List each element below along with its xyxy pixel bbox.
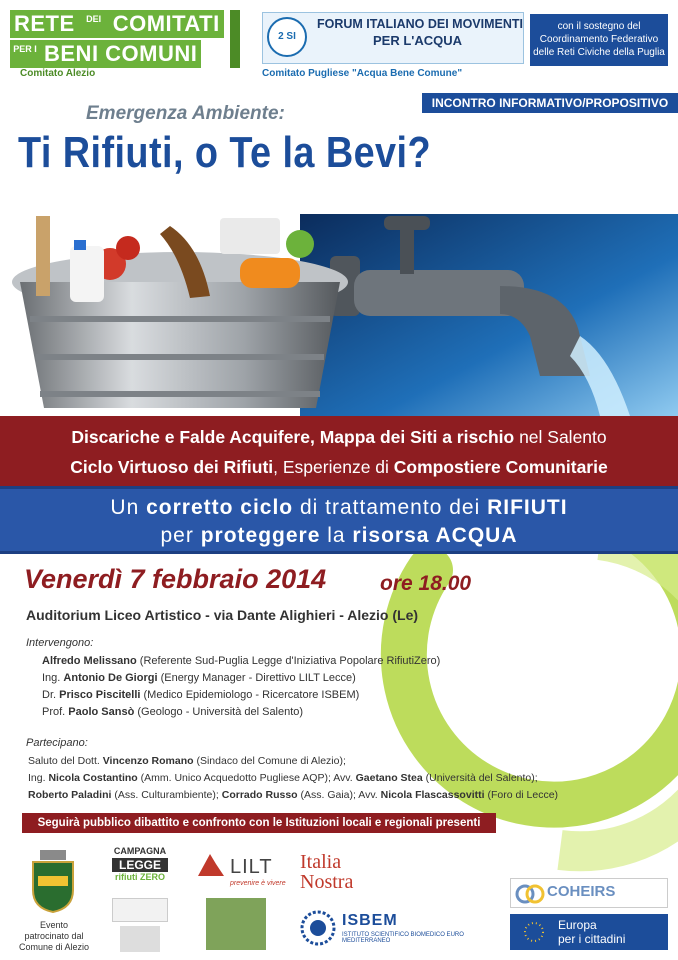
speaker-role: (Geologo - Università del Salento): [134, 706, 304, 718]
kicker: Emergenza Ambiente:: [86, 103, 285, 124]
isbem-logo: [300, 908, 490, 948]
topics-line-1-normal: nel Salento: [514, 427, 607, 447]
participant-text: (Foro di Lecce): [484, 789, 559, 801]
lilt-tag: prevenire è vivere: [230, 880, 286, 887]
event-time: ore 18.00: [380, 572, 472, 595]
partecipano-section: [26, 737, 558, 804]
italia-nostra-logo: [300, 852, 353, 892]
participant-name: Roberto Paladini: [28, 789, 112, 801]
forum-title-1: FORUM ITALIANO DEI MOVIMENTI: [317, 17, 524, 31]
sostegno-line-3: delle Reti Civiche della Puglia: [533, 47, 665, 58]
rete-line2-big: BENI COMUNI: [40, 40, 201, 68]
coheirs-name: COHEIRS: [547, 883, 616, 900]
coheirs-icon: [515, 881, 545, 907]
legge-rifiuti-zero-logo: [112, 846, 168, 892]
participant-row: [28, 753, 558, 770]
rete-line1-big: RETE: [10, 10, 79, 38]
topics-line-2-normal: , Esperienze di: [273, 457, 394, 477]
italia-line-2: Nostra: [300, 871, 354, 893]
participant-name: Vincenzo Romano: [102, 755, 194, 767]
speaker-row: [42, 653, 440, 670]
participant-name: Nicola Flascassovitti: [380, 789, 485, 801]
lilt-icon: [196, 850, 226, 880]
slogan-band: [0, 486, 678, 554]
participant-text: (Ass. Gaia); Avv.: [297, 789, 381, 801]
slogan-2b: proteggere: [200, 524, 321, 547]
slogan-line-2: [0, 522, 678, 550]
isbem-name: ISBEM: [342, 912, 398, 929]
europa-line-1: Europa: [558, 918, 597, 932]
isbem-icon: [300, 910, 336, 946]
participant-text: (Sindaco del Comune di Alezio);: [193, 755, 346, 767]
slogan-2a: per: [160, 524, 201, 547]
incontro-badge: INCONTRO INFORMATIVO/PROPOSITIVO: [422, 93, 678, 113]
legge-label: LEGGE: [112, 858, 168, 872]
lilt-name: LILT: [230, 856, 273, 878]
slogan-1a: Un: [110, 496, 147, 519]
topics-band: [0, 416, 678, 486]
eu-flag-icon: [515, 918, 553, 946]
alezio-coat-of-arms-icon: [28, 850, 78, 914]
topics-line-2: [0, 452, 678, 482]
participant-name: Corrado Russo: [221, 789, 298, 801]
rete-side-bar: [230, 10, 240, 68]
partecipano-label: Partecipano:: [26, 737, 88, 749]
rete-line2-small: PER I: [10, 40, 40, 68]
speaker-row: [42, 704, 440, 721]
sostegno-box: [530, 14, 668, 66]
rete-comitati-logo: [10, 10, 240, 68]
speaker-role: (Medico Epidemiologo - Ricercatore ISBEM): [140, 689, 360, 701]
speaker-title: Ing.: [42, 672, 64, 684]
rete-line1-big2: COMITATI: [109, 10, 224, 38]
trash-can-icon: [12, 216, 348, 408]
topics-line-2-bold-b: Compostiere Comunitarie: [393, 457, 608, 477]
forum-badge-icon: [267, 17, 307, 57]
speaker-name: Paolo Sansò: [68, 706, 135, 718]
event-date: Venerdì 7 febbraio 2014: [24, 564, 327, 594]
coheirs-logo: [510, 878, 668, 908]
participant-name: Nicola Costantino: [48, 772, 138, 784]
speaker-name: Prisco Piscitelli: [59, 689, 141, 701]
participant-row: [28, 787, 558, 804]
europa-line-2: per i cittadini: [558, 932, 626, 946]
participant-text: (Amm. Unico Acquedotto Pugliese AQP); Avv.: [137, 772, 356, 784]
slogan-2d: risorsa ACQUA: [352, 524, 518, 547]
slogan-1c: di trattamento dei: [293, 496, 488, 519]
culturambiente-logo: [112, 898, 168, 922]
intervengono-label: Intervengono:: [26, 637, 94, 649]
speaker-row: [42, 670, 440, 687]
europa-cittadini-logo: [510, 914, 668, 950]
slogan-1b: corretto ciclo: [146, 496, 294, 519]
speaker-row: [42, 687, 440, 704]
sostegno-line-2: Coordinamento Federativo: [539, 34, 659, 45]
speaker-role: (Referente Sud-Puglia Legge d'Iniziativa Popolare RifiutiZero): [136, 655, 441, 667]
speaker-name: Antonio De Giorgi: [63, 672, 158, 684]
patrocinio-label: Evento patrocinato dal Comune di Alezio: [18, 920, 90, 952]
europa-name: [558, 918, 625, 946]
page-title: Ti Rifiuti, o Te la Bevi?: [18, 128, 432, 177]
intervengono-section: [26, 637, 440, 721]
lilt-logo: [196, 844, 296, 888]
participant-text: Saluto del Dott.: [28, 755, 103, 767]
topics-line-2-bold-a: Ciclo Virtuoso dei Rifiuti: [70, 457, 274, 477]
forum-sub-label: Comitato Pugliese "Acqua Bene Comune": [262, 68, 463, 79]
albero-photo: [206, 898, 266, 950]
legge-campagna: CAMPAGNA: [113, 846, 167, 856]
legge-rifiuti: rifiuti ZERO: [115, 872, 165, 882]
gaia-logo: [120, 926, 160, 952]
speaker-name: Alfredo Melissano: [42, 655, 137, 667]
speaker-title: Prof.: [42, 706, 69, 718]
participant-row: [28, 770, 558, 787]
slogan-2c: la: [320, 524, 353, 547]
topics-line-1-bold: Discariche e Falde Acquifere, Mappa dei Siti a rischio: [71, 427, 515, 447]
italia-line-1: Italia: [300, 851, 342, 873]
participant-name: Gaetano Stea: [355, 772, 423, 784]
participant-text: Ing.: [28, 772, 49, 784]
participant-text: (Università del Salento);: [422, 772, 538, 784]
forum-acqua-logo: [262, 12, 524, 64]
dibattito-banner: Seguirà pubblico dibattito e confronto con le Istituzioni locali e regionali presenti: [22, 813, 496, 833]
slogan-line-1: [0, 489, 678, 522]
speaker-role: (Energy Manager - Direttivo LILT Lecce): [157, 672, 356, 684]
sostegno-line-1: con il sostegno del: [557, 21, 641, 32]
speaker-title: Dr.: [42, 689, 60, 701]
topics-line-1: [0, 416, 678, 452]
rete-line1-small: DEI: [79, 10, 109, 38]
forum-title-2: PER L'ACQUA: [373, 33, 463, 48]
trash-faucet-illustration: [0, 186, 678, 416]
event-venue: Auditorium Liceo Artistico - via Dante Alighieri - Alezio (Le): [26, 607, 419, 623]
isbem-sub: ISTITUTO SCIENTIFICO BIOMEDICO EURO MEDITERRANEO: [342, 932, 464, 944]
forum-badge-text: 2 SI: [278, 31, 296, 42]
participant-text: (Ass. Culturambiente);: [111, 789, 222, 801]
partecipano-list: [28, 753, 558, 804]
intervengono-list: [42, 653, 440, 721]
slogan-1d: RIFIUTI: [487, 496, 568, 519]
rete-sub-label: Comitato Alezio: [20, 68, 96, 79]
